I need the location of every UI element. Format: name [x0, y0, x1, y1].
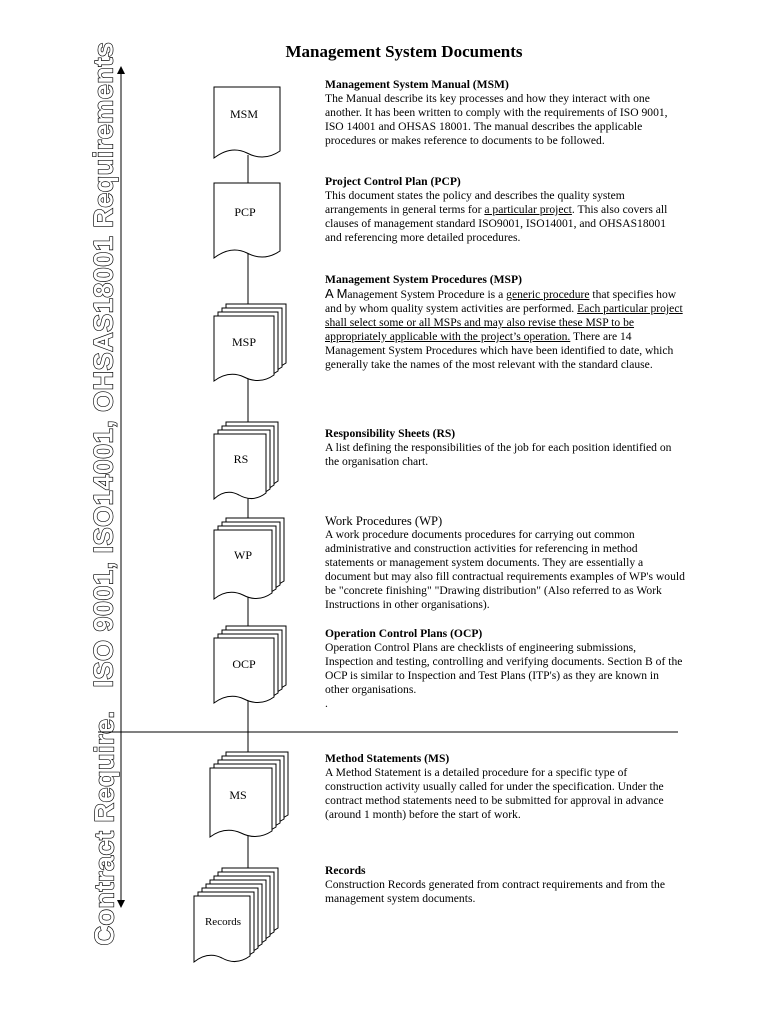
records-heading: Records: [325, 864, 366, 877]
msm-document-shape: [214, 87, 280, 158]
msm-heading: Management System Manual (MSM): [325, 78, 509, 91]
msp-text-underlined-1: generic procedure: [506, 288, 590, 301]
wp-doc-label: WP: [234, 548, 252, 562]
ms-section: [325, 752, 685, 822]
rs-heading: Responsibility Sheets (RS): [325, 427, 456, 440]
msp-text-c: There are 14 Management System Procedures which have been identified to date, which generally take the names of the most relevant with the standard clause.: [325, 330, 674, 371]
rs-text: A list defining the responsibilities of the job for each position identified on the organisation chart.: [325, 441, 672, 468]
msm-doc-label: MSM: [229, 107, 259, 121]
contract-requirements-label: Contract Require.: [89, 710, 120, 946]
msp-text-b: that specifies how and by whom quality system activities are performed.: [325, 288, 677, 315]
pcp-text-a: This document states the policy and describes the quality system arrangements in general terms for: [325, 189, 625, 216]
ocp-dot: .: [325, 697, 328, 710]
pcp-section: [325, 175, 685, 245]
ocp-section: [325, 627, 685, 711]
msp-text-a: anagement System Procedure is a: [347, 288, 507, 301]
iso-requirements-label: ISO 9001, ISO14001, OHSAS18001 Requirements: [88, 41, 119, 688]
pcp-doc-label: PCP: [234, 205, 256, 219]
msp-heading: Management System Procedures (MSP): [325, 273, 522, 286]
ms-heading: Method Statements (MS): [325, 752, 450, 765]
ocp-heading: Operation Control Plans (OCP): [325, 627, 483, 640]
ms-text: A Method Statement is a detailed procedure for a specific type of construction activity usually called for under the specification. Under the contract method statements need to be submitted for approval in advance (around 1 month) before the start of work.: [325, 766, 664, 821]
rs-section: [325, 427, 685, 469]
pcp-text-underlined: a particular project: [484, 203, 572, 216]
msp-doc-label: MSP: [231, 335, 257, 349]
msp-text-underlined-2: Each particular project shall select some or all MSPs and may also revise these MSP to be appropriately applicable with the project’s operation.: [325, 302, 683, 343]
msm-section: [325, 78, 685, 148]
records-section: [325, 864, 685, 906]
wp-text: A work procedure documents procedures for carrying out common administrative and construction activities for referencing in method statements or management system documents. They are essentially a document but may also fill contractual requirements examples of WP's would be "concrete finishing" "Drawing distribution" (Also referred to as Work Instructions in other organisations).: [325, 528, 685, 611]
records-doc-label: Records: [204, 916, 242, 928]
msm-text: The Manual describe its key processes and how they interact with one another. It has been written to comply with the requirements of ISO 9001, ISO 14001 and OHSAS 18001. The manual describes the applicable procedures or makes reference to documents to be followed.: [325, 92, 668, 147]
wp-heading: Work Procedures (WP): [325, 514, 443, 528]
page-title: Management System Documents: [285, 42, 523, 61]
wp-section: [325, 514, 685, 612]
pcp-text-b: . This also covers all clauses of management standard ISO9001, ISO14001, and OHSAS18001 and referencing more detailed procedures.: [325, 203, 668, 244]
records-document-stack: [194, 868, 278, 962]
ms-document-stack: [210, 752, 288, 837]
pcp-document-shape: [214, 183, 280, 258]
msp-section: [325, 273, 685, 372]
ocp-doc-label: OCP: [232, 657, 256, 671]
ocp-text: Operation Control Plans are checklists of engineering submissions, Inspection and testing, controlling and verifying documents. Section B of the OCP is similar to Inspection and Test Plans (ITP's) as they are known in other organisations.: [325, 641, 683, 696]
ms-doc-label: MS: [229, 788, 247, 802]
msp-lead: A M: [325, 286, 348, 301]
rs-doc-label: RS: [233, 452, 249, 466]
records-text: Construction Records generated from contract requirements and from the management system documents.: [325, 878, 665, 905]
pcp-heading: Project Control Plan (PCP): [325, 175, 461, 188]
